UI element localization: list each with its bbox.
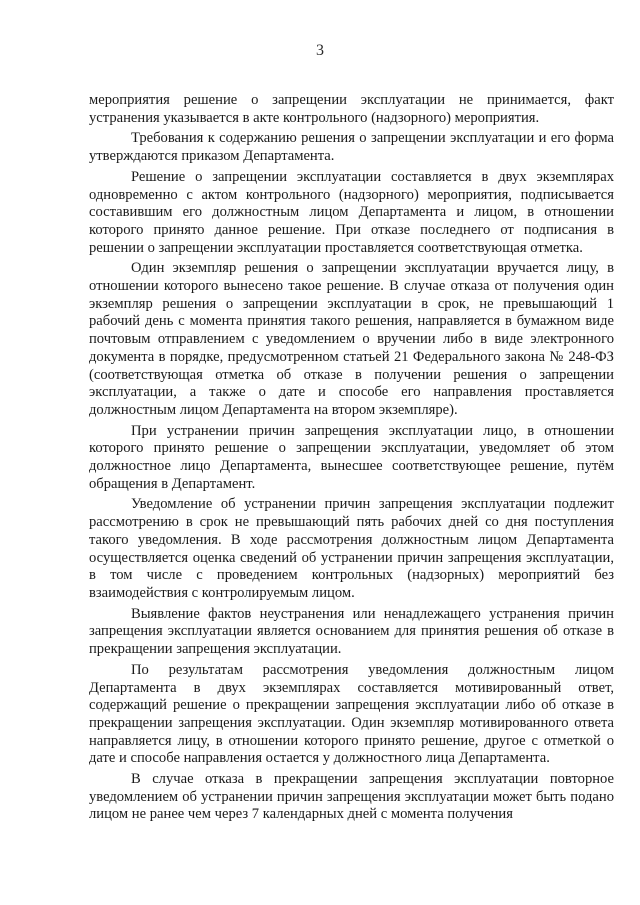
paragraph: Решение о запрещении эксплуатации составляется в двух экземплярах одновременно с актом контрольного (надзорного) мероприятия, подписывается составившим его должностным лицом Департамента и лицом, в отношении которого принято данное решение. При отказе последнего от подписания в решении о запрещении эксплуатации проставляется соответствующая отметка.	[89, 168, 614, 256]
paragraph: Выявление фактов неустранения или ненадлежащего устранения причин запрещения эксплуатации является основанием для принятия решения об отказе в прекращении запрещения эксплуатации.	[89, 605, 614, 658]
document-body	[89, 92, 614, 827]
paragraph: В случае отказа в прекращении запрещения эксплуатации повторное уведомлением об устранении причин запрещения эксплуатации может быть подано лицом не ранее чем через 7 календарных дней с момента получения	[89, 771, 614, 823]
paragraph: При устранении причин запрещения эксплуатации лицо, в отношении которого принято решение о запрещении эксплуатации, уведомляет об этом должностное лицо Департамента, вынесшее соответствующее решение, путём обращения в Департамент.	[89, 422, 614, 492]
paragraph: Один экземпляр решения о запрещении эксплуатации вручается лицу, в отношении которого вынесено такое решение. В случае отказа от получения один экземпляр решения о запрещении эксплуатации в срок, не превышающий 1 рабочий день с момента принятия такого решения, направляется в бумажном виде почтовым отправлением с уведомлением о вручении либо в виде электронного документа в порядке, предусмотренном статьей 21 Федерального закона № 248-ФЗ (соответствующая отметка об отказе в получении решения о запрещении эксплуатации, а также о дате и способе его направления проставляется должностным лицом Департамента на втором экземпляре).	[89, 260, 614, 418]
paragraph: Уведомление об устранении причин запрещения эксплуатации подлежит рассмотрению в срок не превышающий пять рабочих дней со дня поступления такого уведомления. В ходе рассмотрения должностным лицом Департамента осуществляется оценка сведений об устранении причин запрещения эксплуатации, в том числе с проведением контрольных (надзорных) мероприятий без взаимодействия с контролируемым лицом.	[89, 496, 614, 601]
paragraph: По результатам рассмотрения уведомления должностным лицом Департамента в двух экземплярах составляется мотивированный ответ, содержащий решение о прекращении запрещения эксплуатации либо об отказе в прекращении запрещения эксплуатации. Один экземпляр мотивированного ответа направляется лицу, в отношении которого принято решение, другое с отметкой о дате и способе направления остается у должностного лица Департамента.	[89, 661, 614, 767]
paragraph: Требования к содержанию решения о запрещении эксплуатации и его форма утверждаются приказом Департамента.	[89, 130, 614, 165]
page-number: 3	[316, 42, 324, 59]
paragraph-continuation: мероприятия решение о запрещении эксплуатации не принимается, факт устранения указывается в акте контрольного (надзорного) мероприятия.	[89, 92, 614, 126]
